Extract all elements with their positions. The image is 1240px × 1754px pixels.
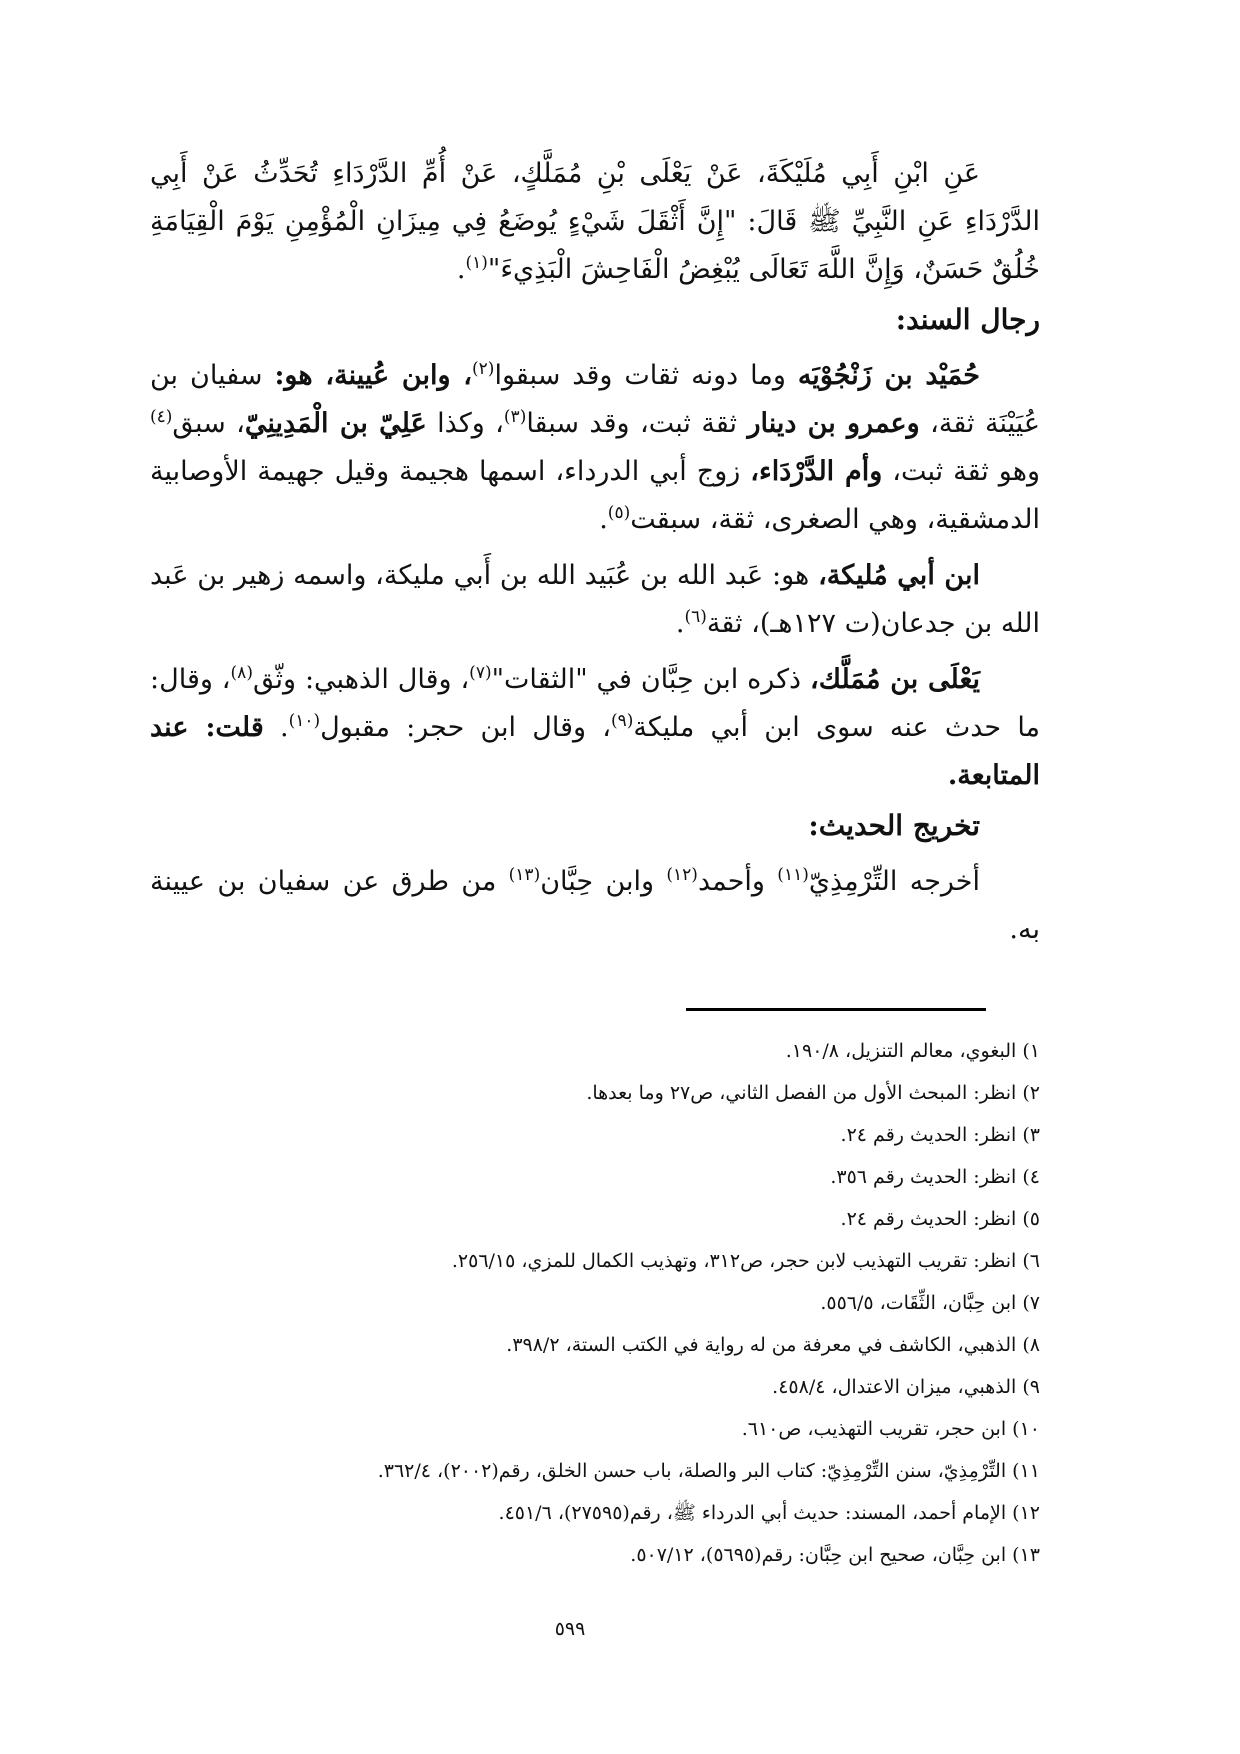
footnote-item: ١٠) ابن حجر، تقريب التهذيب، ص٦١٠. — [741, 1418, 1040, 1440]
text-run: هو: عَبد الله بن عُبَيد الله بن أَبي مليكة، واسمه زهير بن عَبد الله بن جدعان(ت ١٢٧هـ)، ثقة — [150, 560, 1040, 639]
footnote-item: ١) البغوي، معالم التنزيل، ١٩٠/٨. — [785, 1040, 1040, 1062]
footnote-ref[interactable]: (٣) — [503, 407, 527, 427]
text-run: . — [675, 608, 685, 639]
narrator-name: ، وابن عُيينة، هو: — [274, 360, 473, 391]
footnote-ref[interactable]: (٧) — [469, 663, 492, 683]
text-run: ، وكذا — [426, 408, 504, 439]
footnote-item: ٢) انظر: المبحث الأول من الفصل الثاني، ص٢٧ وما بعدها. — [586, 1082, 1040, 1104]
narrator-name: عَلِيّ بن الْمَدِينِيّ — [244, 408, 427, 439]
footnote-ref[interactable]: (٨) — [230, 663, 253, 683]
narrator-name: يَعْلَى بن مُمَلَّك، — [810, 664, 980, 695]
text-run: وابن حِبَّان — [540, 866, 667, 897]
footnote-ref[interactable]: (٩) — [610, 711, 634, 731]
footnote-ref[interactable]: (٢) — [472, 359, 495, 379]
footnote-ref[interactable]: (١٠) — [288, 711, 321, 731]
text-run: وهو ثقة ثبت، — [882, 456, 1040, 487]
footnote-ref[interactable]: (١٢) — [666, 865, 698, 885]
page-body — [150, 150, 1040, 954]
footnote-ref[interactable]: (٥) — [607, 503, 631, 523]
footnote-item: ٨) الذهبي، الكاشف في معرفة من له رواية في الكتب الستة، ٣٩٨/٢. — [506, 1334, 1040, 1356]
narrator-name: وعمرو بن دينار — [747, 408, 920, 439]
text-run: ، وقال: ما حدث عنه سوى ابن أبي مليكة — [150, 664, 1041, 743]
rijal-heading: رجال السند: — [895, 303, 1040, 336]
text-run: ثقة ثبت، وقد سبقا — [526, 408, 748, 439]
footnote-item: ٥) انظر: الحديث رقم ٢٤. — [840, 1208, 1040, 1230]
footnote-ref[interactable]: (١٣) — [508, 865, 541, 885]
text-run: أخرجه التِّرْمِذِيّ — [808, 866, 980, 897]
footnotes-list — [150, 1030, 1040, 1576]
footnote-item: ١٣) ابن حِبَّان، صحيح ابن حِبَّان: رقم(٥٦٩٥)، ٥٠٧/١٢. — [630, 1544, 1040, 1566]
narrator-name: وأم الدَّرْدَاء، — [750, 456, 883, 487]
page-number: ٥٩٩ — [554, 1618, 586, 1640]
footnote-item: ٧) ابن حِبَّان، الثِّقَات، ٥٥٦/٥. — [820, 1292, 1040, 1314]
footnote-ref[interactable]: (١١) — [777, 865, 809, 885]
footnote-item: ١٢) الإمام أحمد، المسند: حديث أبي الدرداء ﷺ، رقم(٢٧٥٩٥)، ٤٥١/٦. — [498, 1502, 1040, 1524]
text-run: . — [263, 712, 289, 743]
footnote-ref[interactable]: (١) — [465, 253, 488, 273]
footnote-item: ٦) انظر: تقريب التهذيب لابن حجر، ص٣١٢، وتهذيب الكمال للمزي، ٢٥٦/١٥. — [451, 1250, 1040, 1272]
author-verdict: قلت: عند المتابعة. — [150, 712, 1040, 791]
narrator-name: ابن أبي مُليكة، — [818, 560, 980, 591]
footnote-item: ٣) انظر: الحديث رقم ٢٤. — [840, 1124, 1040, 1146]
text-run: وما دونه ثقات وقد سبقوا — [494, 360, 798, 391]
paragraph-narrators — [150, 352, 1040, 544]
text-run: ، وقال ابن حجر: مقبول — [320, 712, 611, 743]
footnote-separator — [686, 1008, 986, 1011]
footnote-item: ٤) انظر: الحديث رقم ٣٥٦. — [830, 1166, 1040, 1188]
text-run: زوج أبي الدرداء، اسمها هجيمة وقيل جهيمة الأوصابية الدمشقية، وهي الصغرى، ثقة، سبقت — [150, 456, 1040, 535]
takhrij-heading: تخريج الحديث: — [808, 809, 980, 842]
text-run: . — [456, 254, 466, 285]
text-run: من طرق عن سفيان بن عيينة به. — [150, 866, 1040, 945]
hadith-text — [150, 150, 1040, 294]
text-run: ، سبق — [172, 408, 245, 439]
narrator-name: حُمَيْد بن زَنْجُوْيَه — [797, 360, 980, 391]
text-run: وأحمد — [697, 866, 778, 897]
footnote-ref[interactable]: (٤) — [150, 407, 173, 427]
text-run: . — [599, 504, 608, 535]
text-run: سفيان بن عُيَيْنَة ثقة، — [150, 360, 1040, 439]
paragraph-yala — [150, 656, 1040, 800]
footnote-item: ١١) التِّرْمِذِيّ، سنن التِّرْمِذِيّ: كتاب البر والصلة، باب حسن الخلق، رقم(٢٠٠٢)، ٣٦٢/٤. — [377, 1460, 1040, 1482]
hadith-text-body: عَنِ ابْنِ أَبِي مُلَيْكَةَ، عَنْ يَعْلَى بْنِ مُمَلَّكٍ، عَنْ أُمِّ الدَّرْدَاءِ تُحَدِّثُ عَنْ أَبِي الدَّرْدَاءِ عَنِ النَّبِيِّ ﷺ قَالَ: "إِنَّ أَثْقَلَ شَيْءٍ يُوضَعُ فِي مِيزَانِ الْمُؤْمِنِ يَوْمَ الْقِيَامَةِ خُلُقٌ حَسَنٌ، وَإِنَّ اللَّهَ تَعَالَى يُبْغِضُ الْفَاحِشَ الْبَذِيءَ" — [150, 158, 1040, 285]
footnote-ref[interactable]: (٦) — [684, 607, 707, 627]
paragraph-ibn-abi-mulayka — [150, 552, 1040, 648]
text-run: ذكره ابن حِبَّان في "الثقات" — [491, 664, 810, 695]
text-run: ، وقال الذهبي: وثّق — [252, 664, 470, 695]
footnote-item: ٩) الذهبي، ميزان الاعتدال، ٤٥٨/٤. — [772, 1376, 1040, 1398]
paragraph-takhrij — [150, 858, 1040, 954]
